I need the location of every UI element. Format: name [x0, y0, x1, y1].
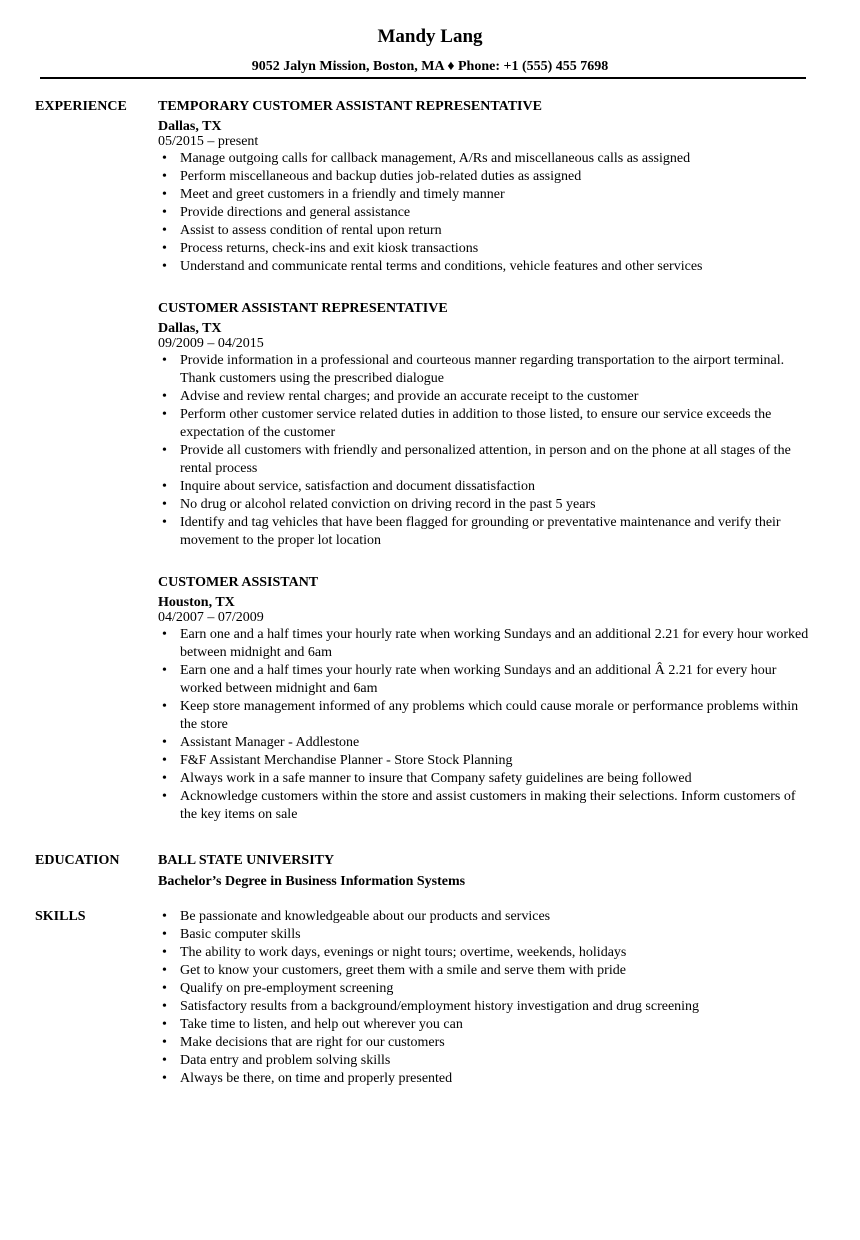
- skill-item: • Make decisions that are right for our customers: [158, 1034, 810, 1052]
- bullet-item: • Provide information in a professional and courteous manner regarding transportation to the airport terminal. Thank customers using the prescribed dialogue: [158, 352, 810, 388]
- school-name: BALL STATE UNIVERSITY: [158, 853, 335, 868]
- bullet-item: • Perform other customer service related duties in addition to those listed, to ensure our service exceeds the expectation of the customer: [158, 406, 810, 442]
- skill-item: • The ability to work days, evenings or night tours; overtime, weekends, holidays: [158, 944, 810, 962]
- bullet-item: • Understand and communicate rental terms and conditions, vehicle features and other services: [158, 258, 810, 276]
- section-label-skills: SKILLS: [35, 909, 86, 924]
- degree: Bachelor’s Degree in Business Information Systems: [158, 874, 466, 889]
- bullet-item: • Assist to assess condition of rental upon return: [158, 222, 810, 240]
- bullet-item: • Earn one and a half times your hourly rate when working Sundays and an additional Â 2.21 for every hour worked between midnight and 6am: [158, 662, 810, 698]
- resume-name: Mandy Lang: [377, 26, 483, 47]
- job-bullets: [158, 626, 810, 824]
- bullet-item: • Identify and tag vehicles that have been flagged for grounding or preventative maintenance and verify their movement to the proper lot location: [158, 514, 810, 550]
- job-location: Houston, TX: [158, 595, 235, 610]
- job-dates: 09/2009 – 04/2015: [158, 336, 264, 351]
- header-divider: [40, 77, 806, 79]
- bullet-item: • Provide directions and general assistance: [158, 204, 810, 222]
- job-dates: 05/2015 – present: [158, 134, 259, 149]
- bullet-item: • Meet and greet customers in a friendly and timely manner: [158, 186, 810, 204]
- skill-item: • Data entry and problem solving skills: [158, 1052, 810, 1070]
- skill-item: • Take time to listen, and help out wherever you can: [158, 1016, 810, 1034]
- bullet-item: • F&F Assistant Merchandise Planner - Store Stock Planning: [158, 752, 810, 770]
- bullet-item: • Process returns, check-ins and exit kiosk transactions: [158, 240, 810, 258]
- skill-item: • Qualify on pre-employment screening: [158, 980, 810, 998]
- bullet-item: • Provide all customers with friendly and personalized attention, in person and on the phone at all stages of the rental process: [158, 442, 810, 478]
- job-dates: 04/2007 – 07/2009: [158, 610, 264, 625]
- job-title: CUSTOMER ASSISTANT REPRESENTATIVE: [158, 301, 448, 316]
- bullet-item: • Always work in a safe manner to insure that Company safety guidelines are being followed: [158, 770, 810, 788]
- skill-item: • Get to know your customers, greet them with a smile and serve them with pride: [158, 962, 810, 980]
- section-label-experience: EXPERIENCE: [35, 99, 127, 114]
- bullet-item: • Assistant Manager - Addlestone: [158, 734, 810, 752]
- job-location: Dallas, TX: [158, 119, 222, 134]
- bullet-item: • Inquire about service, satisfaction and document dissatisfaction: [158, 478, 810, 496]
- skill-item: • Basic computer skills: [158, 926, 810, 944]
- skill-item: • Satisfactory results from a background/employment history investigation and drug screening: [158, 998, 810, 1016]
- bullet-item: • No drug or alcohol related conviction on driving record in the past 5 years: [158, 496, 810, 514]
- skill-item: • Always be there, on time and properly presented: [158, 1070, 810, 1088]
- contact-line: 9052 Jalyn Mission, Boston, MA ♦ Phone: +1 (555) 455 7698: [251, 59, 609, 74]
- skills-list: [158, 908, 810, 1088]
- bullet-item: • Acknowledge customers within the store and assist customers in making their selections. Inform customers of the key items on sale: [158, 788, 810, 824]
- bullet-item: • Perform miscellaneous and backup duties job-related duties as assigned: [158, 168, 810, 186]
- bullet-item: • Manage outgoing calls for callback management, A/Rs and miscellaneous calls as assigned: [158, 150, 810, 168]
- bullet-item: • Earn one and a half times your hourly rate when working Sundays and an additional 2.21 for every hour worked between midnight and 6am: [158, 626, 810, 662]
- skill-item: • Be passionate and knowledgeable about our products and services: [158, 908, 810, 926]
- job-location: Dallas, TX: [158, 321, 222, 336]
- section-label-education: EDUCATION: [35, 853, 120, 868]
- bullet-item: • Advise and review rental charges; and provide an accurate receipt to the customer: [158, 388, 810, 406]
- job-title: CUSTOMER ASSISTANT: [158, 575, 319, 590]
- bullet-item: • Keep store management informed of any problems which could cause morale or performance problems within the store: [158, 698, 810, 734]
- job-bullets: [158, 352, 810, 550]
- job-title: TEMPORARY CUSTOMER ASSISTANT REPRESENTATIVE: [158, 99, 542, 114]
- job-bullets: [158, 150, 810, 276]
